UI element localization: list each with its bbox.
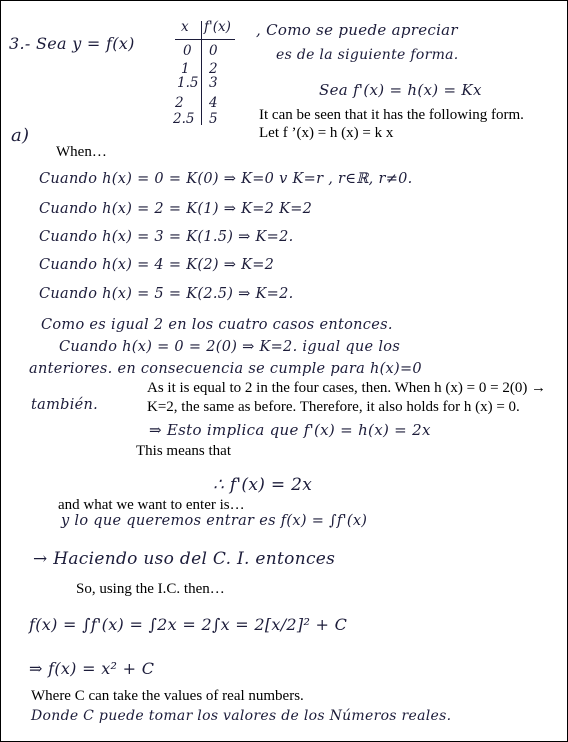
table-x-2: 1.5: [177, 75, 199, 91]
handwritten-donde: Donde C puede tomar los valores de los Números reales.: [31, 708, 452, 724]
translation-enter: and what we want to enter is…: [58, 497, 245, 513]
translation-let: Let f ’(x) = h (x) = k x: [259, 125, 394, 141]
handwritten-intro: 3.- Sea y = f(x): [9, 34, 135, 53]
table-x-0: 0: [183, 43, 192, 59]
translation-when: When…: [56, 144, 107, 160]
table-x-4: 2.5: [173, 111, 195, 127]
handwritten-haciendo: → Haciendo uso del C. I. entonces: [33, 549, 336, 569]
table-fx-3: 4: [209, 95, 218, 111]
handwritten-intro-right-1: , Como se puede apreciar: [256, 21, 458, 39]
handwritten-entrar: y lo que queremos entrar es f(x) = ∫f'(x): [61, 513, 368, 529]
handwritten-case-2: Cuando h(x) = 2 = K(1) ⇒ K=2 K=2: [39, 201, 313, 217]
handwritten-case-5: Cuando h(x) = 5 = K(2.5) ⇒ K=2.: [39, 286, 294, 302]
handwritten-case-4: Cuando h(x) = 4 = K(2) ⇒ K=2: [39, 257, 275, 273]
handwritten-intro-right-2: es de la siguiente forma.: [276, 47, 459, 63]
table-fx-1: 2: [209, 61, 218, 77]
table-fx-2: 3: [209, 75, 218, 91]
handwritten-implica: ⇒ Esto implica que f'(x) = h(x) = 2x: [149, 421, 431, 439]
handwritten-integral: f(x) = ∫f'(x) = ∫2x = 2∫x = 2[x/2]² + C: [29, 615, 348, 634]
handwritten-como-2: Cuando h(x) = 0 = 2(0) ⇒ K=2. igual que los: [59, 339, 401, 355]
translation-using: So, using the I.C. then…: [76, 581, 225, 597]
handwritten-case-1: Cuando h(x) = 0 = K(0) ⇒ K=0 v K=r , r∈ℝ, r≠0.: [39, 171, 413, 187]
table-x-1: 1: [181, 61, 190, 77]
table-header-x: x: [181, 19, 189, 35]
handwritten-fprime: ∴ f'(x) = 2x: [213, 475, 313, 495]
value-table: [171, 19, 241, 129]
table-x-3: 2: [175, 95, 184, 111]
handwritten-sea-line: Sea f'(x) = h(x) = Kx: [319, 81, 482, 99]
table-header-fx: f'(x): [204, 19, 231, 35]
translation-equal-2: K=2, the same as before. Therefore, it also holds for h (x) = 0.: [147, 399, 520, 415]
translation-form: It can be seen that it has the following form.: [259, 107, 524, 123]
translation-means: This means that: [136, 443, 231, 459]
handwritten-como-3: anteriores. en consecuencia se cumple para h(x)=0: [29, 361, 422, 377]
handwritten-result: ⇒ f(x) = x² + C: [29, 659, 155, 678]
table-divider: [201, 21, 202, 125]
translation-equal-1: As it is equal to 2 in the four cases, then. When h (x) = 0 = 2(0) →: [147, 380, 547, 396]
table-fx-0: 0: [209, 43, 218, 59]
handwritten-case-3: Cuando h(x) = 3 = K(1.5) ⇒ K=2.: [39, 229, 294, 245]
handwritten-part-a: a): [11, 125, 30, 146]
handwritten-como-1: Como es igual 2 en los cuatro casos entonces.: [41, 317, 393, 333]
table-fx-4: 5: [209, 111, 218, 127]
translation-where: Where C can take the values of real numbers.: [31, 688, 304, 704]
handwritten-como-4: también.: [31, 397, 99, 413]
table-header-line: [175, 39, 235, 40]
